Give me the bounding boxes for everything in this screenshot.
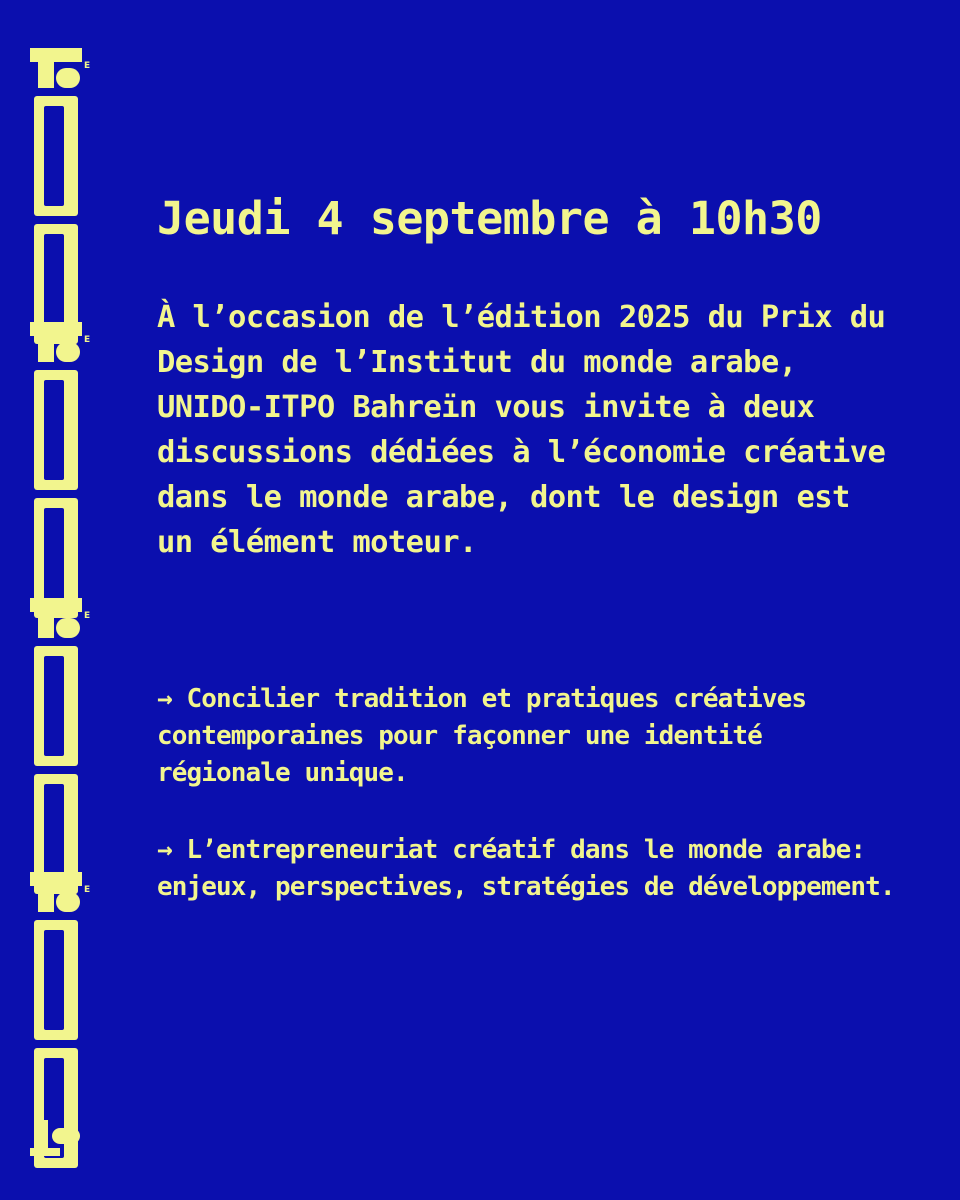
ornament-cap-bowl (56, 68, 80, 88)
ornament-bar-counter (44, 656, 64, 756)
ornament-bar-counter (44, 380, 64, 480)
ornament-bar-counter (44, 508, 64, 608)
ornament-bar-edge (70, 676, 78, 736)
discussion-topic-2 (157, 832, 897, 906)
ornament-bar-edge (70, 254, 78, 314)
ornament-cap-bowl (56, 342, 80, 362)
ornament-bar-edge (70, 950, 78, 1010)
discussion-topic-2-text: L’entrepreneuriat créatif dans le monde arabe: enjeux, perspectives, stratégies de développement. (157, 835, 895, 902)
ornament-mark: E (84, 611, 91, 621)
ornament-mark: E (84, 61, 91, 71)
ornament-bar-edge (70, 804, 78, 864)
discussion-topic-1-text: Concilier tradition et pratiques créatives contemporaines pour façonner une identité régionale unique. (157, 684, 807, 788)
ornament-mark: E (84, 885, 91, 895)
ornament-cap-stem (38, 612, 54, 638)
ornament-cap-top (30, 48, 82, 62)
event-date-time: Jeudi 4 septembre à 10h30 (157, 192, 822, 245)
ornament-cap-top (30, 598, 82, 612)
ornament-cap-top (30, 872, 82, 886)
ornament-cap-top (30, 322, 82, 336)
ornament-cap-stem (38, 336, 54, 362)
ornament-bar-edge (70, 528, 78, 588)
arrow-right-icon: → (157, 684, 172, 714)
ornament-mark: E (84, 335, 91, 345)
ornament-bar-counter (44, 234, 64, 334)
ornament-cap-bowl (56, 618, 80, 638)
ornament-cap-stem (38, 62, 54, 88)
event-intro-text: À l’occasion de l’édition 2025 du Prix du Design de l’Institut du monde arabe, UNIDO-ITPO Bahreïn vous invite à deux discussions dédiées à l’économie créative dans le monde arabe, dont le design est un élément moteur. (157, 300, 886, 560)
ornament-bar-counter (44, 106, 64, 206)
decorative-vertical-glyph-ornament (0, 0, 120, 1200)
ornament-cap-stem (38, 886, 54, 912)
ornament-hook-bowl (52, 1128, 80, 1144)
ornament-bar-counter (44, 930, 64, 1030)
ornament-cap-bowl (56, 892, 80, 912)
ornament-bar-edge (70, 400, 78, 460)
ornament-bar-counter (44, 784, 64, 884)
ornament-bar-edge (70, 126, 78, 186)
arrow-right-icon: → (157, 835, 172, 865)
ornament-hook-foot (30, 1148, 60, 1156)
discussion-topic-1 (157, 681, 897, 792)
